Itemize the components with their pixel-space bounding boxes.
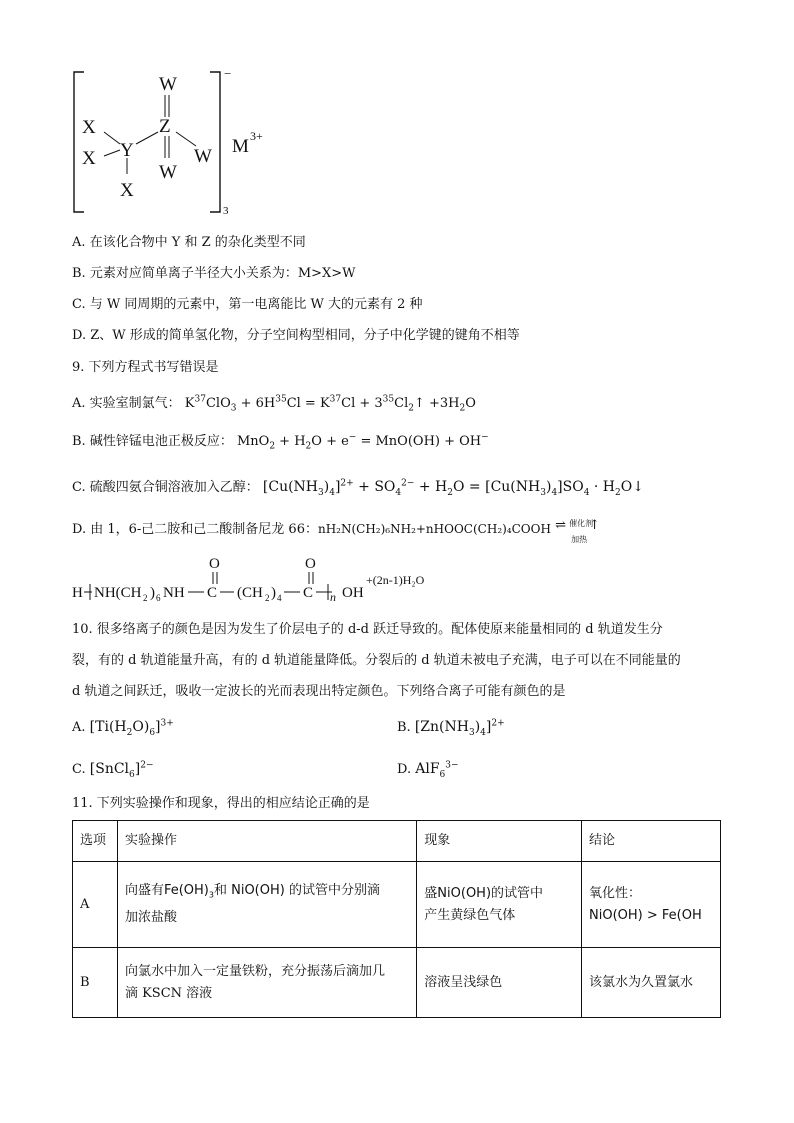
q10-option-b: B. $[Zn(NH_3)_4]^{2+}$ <box>397 718 505 738</box>
atom-y: Y <box>120 140 134 161</box>
row-a-conclusion <box>582 862 721 948</box>
q8-option-b: B. 元素对应简单离子半径大小关系为：M>X>W <box>72 266 356 281</box>
q11-stem: 11. 下列实验操作和现象，得出的相应结论正确的是 <box>72 796 370 811</box>
svg-text:4: 4 <box>277 593 282 603</box>
q10-a-label: A. <box>72 720 86 735</box>
q9-stem: 9. 下列方程式书写错误是 <box>72 360 219 375</box>
svg-text:n: n <box>330 590 336 604</box>
cation-charge: 3+ <box>250 129 263 143</box>
table-row <box>73 862 721 948</box>
q10-option-a: A. $[Ti(H_2O)_6]^{3+}$ <box>72 718 174 738</box>
row-a-con-text1: 氧化性： <box>589 885 642 901</box>
svg-text:NH: NH <box>163 585 185 601</box>
q8-option-c: C. 与 W 同周期的元素中，第一电离能比 W 大的元素有 2 种 <box>72 297 423 312</box>
row-a-ph-text1: 盛 <box>424 885 438 901</box>
bracket-subscript: 3 <box>223 205 229 217</box>
atom-w-right: W <box>194 146 212 167</box>
svg-text:6: 6 <box>156 593 161 603</box>
q10-option-c: C. [SnCl$_6$]$^{2-}$ <box>72 760 154 780</box>
row-a-op-text1: 向盛有 <box>124 883 164 899</box>
left-bracket <box>74 72 84 212</box>
svg-text:): ) <box>150 585 155 601</box>
right-bracket <box>210 72 220 212</box>
row-b-operation <box>117 948 416 1018</box>
q10-b-label: B. <box>397 720 411 735</box>
q9-option-a <box>72 395 476 413</box>
atom-x3: X <box>120 180 134 201</box>
nylon66-polymer-structure <box>70 552 490 604</box>
table-row <box>73 948 721 1018</box>
atom-x2: X <box>82 148 96 169</box>
svg-text:): ) <box>271 585 276 601</box>
svg-text:O: O <box>209 556 220 572</box>
row-b-phenomenon: 溶液呈浅绿色 <box>417 948 582 1018</box>
row-a-op-text2: 的试管中分别滴 <box>288 883 380 899</box>
q9-option-b <box>72 433 489 451</box>
row-a-op-text3: 加浓盐酸 <box>124 909 177 925</box>
svg-text:H: H <box>72 585 83 601</box>
q9-d-cond-bottom: 加热 <box>571 534 588 544</box>
table-header-row <box>73 821 721 862</box>
q8-option-d: D. Z、W 形成的简单氢化物，分子空间构型相同，分子中化学键的键角不相等 <box>72 328 520 343</box>
q9-b-label: B. 碱性锌锰电池正极反应： <box>72 434 233 449</box>
q9-d-cond-top: 催化剂 <box>569 518 594 528</box>
q9-a-equation: $K^{37}ClO_3 + 6H^{35}Cl = K^{37}Cl$ + $3^{35}Cl_2↑ +3H_2O$ <box>184 394 476 414</box>
row-b-op-text1: 向氯水中加入一定量铁粉，充分振荡后滴加几 <box>124 963 385 979</box>
row-a-con-text2: NiO(OH) > Fe(OH <box>589 907 702 923</box>
row-a-operation: 向盛有$Fe(OH)_3$和 NiO(OH) 的试管中分别滴 加浓盐酸 <box>117 862 416 948</box>
row-a-option: A <box>73 862 118 948</box>
svg-text:2: 2 <box>143 593 148 603</box>
atom-x1: X <box>82 117 96 138</box>
atom-z: Z <box>159 116 171 137</box>
q10-option-d: D. AlF$_6^{3-}$ <box>397 760 459 780</box>
svg-text:NH(CH: NH(CH <box>94 585 142 601</box>
q9-option-d <box>72 517 600 544</box>
row-a-ph-text3: 产生黄绿色气体 <box>424 907 516 923</box>
header-conclusion: 结论 <box>582 821 721 862</box>
row-b-option: B <box>73 948 118 1018</box>
polymer-tail: +(2n-1)H₂O <box>366 573 425 587</box>
svg-text:(CH: (CH <box>237 585 263 601</box>
row-a-ph-text2: 的试管中 <box>491 885 544 901</box>
row-a-phenomenon: 盛NiO(OH)的试管中 产生黄绿色气体 <box>417 862 582 948</box>
svg-text:OH: OH <box>342 585 364 601</box>
svg-text:C: C <box>207 585 218 601</box>
q10-line1: 10. 很多络离子的颜色是因为发生了价层电子的 d-d 跃迁导致的。配体使原来能量相同的 d 轨道发生分 <box>72 622 663 637</box>
q9-d-reactants: nH₂N(CH₂)₆NH₂+nHOOC(CH₂)₄COOH <box>317 522 551 536</box>
cation-symbol: M <box>232 136 249 157</box>
header-phenomenon: 现象 <box>417 821 582 862</box>
q9-d-label: D. 由 1，6-己二胺和己二酸制备尼龙 66： <box>72 522 318 537</box>
row-b-op-text2: 滴 KSCN 溶液 <box>124 985 213 1001</box>
q9-b-equation: $MnO_2 + H_2O + e^- = MnO(OH) + OH^-$ <box>236 432 489 452</box>
q10-c-label: C. <box>72 762 86 777</box>
atom-w-bottom: W <box>159 162 177 183</box>
atom-w-top: W <box>159 74 177 95</box>
q10-line3: d 轨道之间跃迁，吸收一定波长的光而表现出特定颜色。下列络合离子可能有颜色的是 <box>72 684 566 699</box>
q9-d-arrow: ⇌ 催化剂 加热 ↑ <box>555 521 599 539</box>
experiment-table <box>72 820 721 1018</box>
q9-option-c <box>72 478 644 497</box>
header-operation: 实验操作 <box>117 821 416 862</box>
complex-structure-diagram <box>60 60 300 225</box>
svg-text:2: 2 <box>265 593 270 603</box>
q9-c-equation: $[Cu(NH_3)_4]^{2+} + SO_4^{2-} + H_2O = [Cu(NH_3)_4]SO_4$ · $H_2O↓$ <box>262 478 644 498</box>
q10-line2: 裂，有的 d 轨道能量升高，有的 d 轨道能量降低。分裂后的 d 轨道未被电子充满，电子可以在不同能量的 <box>72 653 681 668</box>
q10-d-label: D. <box>397 762 412 777</box>
q8-option-a: A. 在该化合物中 Y 和 Z 的杂化类型不同 <box>72 235 306 250</box>
svg-text:C: C <box>303 585 314 601</box>
header-option: 选项 <box>73 821 118 862</box>
q9-c-label: C. 硫酸四氨合铜溶液加入乙醇： <box>72 480 259 495</box>
anion-charge: − <box>224 66 232 81</box>
row-b-conclusion: 该氯水为久置氯水 <box>582 948 721 1018</box>
q9-a-label: A. 实验室制氯气： <box>72 396 181 411</box>
svg-text:O: O <box>305 556 316 572</box>
